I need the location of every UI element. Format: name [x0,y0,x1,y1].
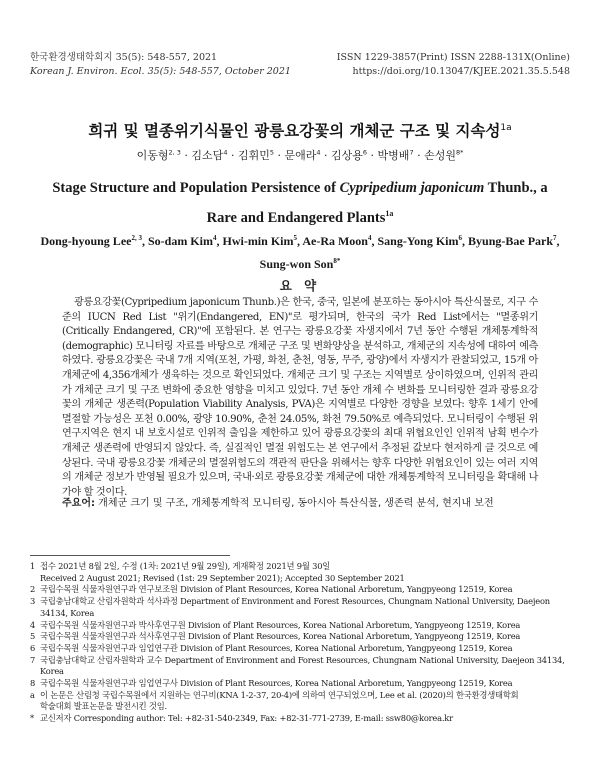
footnote-line: 학술대회 발표논문을 발전시킨 것임. [40,701,167,712]
author-english-name: Byung-Bae Park [468,234,554,248]
author-affiliation-mark: 4 [223,148,228,157]
author-english-name: Ae-Ra Moon [302,234,368,248]
title-korean [0,119,600,141]
author-english-name: Hwi-min Kim [222,234,294,248]
author-english-name: Sang-Yong Kim [377,234,459,248]
footnote [30,620,575,632]
footnote-mark: 3 [30,596,36,607]
author-english-name: Dong-hyoung Lee [40,234,132,248]
footnote [30,584,575,596]
author-affiliation-mark: 4 [212,234,217,242]
title-english [40,175,560,231]
keywords-label: 주요어: [62,498,95,509]
footnote-divider [30,555,230,556]
footnote-line: 34134, Korea [40,607,95,618]
author-english-name: Sung-won Son [259,257,334,271]
footnote-mark: 6 [30,642,36,653]
footnote-line: Korea [40,666,64,677]
author-affiliation-mark: 5 [269,148,274,157]
title-english-post: Thunb., a Rare and Endangered Plants [206,180,548,226]
journal-citation-en: Korean J. Environ. Ecol. 35(5): 548-557, October 2021 [30,66,291,77]
footnote-line: 국립수목원 식물자원연구과 연구보조원 Division of Plant Resources, Korea National Arboretum, Yangpyeong 12519, Korea [40,584,513,595]
author-affiliation-mark: 6 [458,234,463,242]
footnote [30,678,575,690]
footnote-line: 국립충남대학교 산림자원학과 석사과정 Department of Environment and Forest Resources, Chungnam National University, Daejeon [40,596,550,607]
author-affiliation-mark: 7 [553,234,557,242]
author-separator: , [371,234,378,248]
footnote-line: 국립수목원 식물자원연구과 임업연구관 Division of Plant Resources, Korea National Arboretum, Yangpyeong 12519, Korea [40,642,513,653]
footnote-line: 이 논문은 산림청 국립수목원에서 지원하는 연구비(KNA 1-2-37, 20-4)에 의하여 연구되었으며, Lee et al. (2020)의 한국환경생태학회 [40,689,519,700]
author-affiliation-mark: 6 [362,148,368,157]
footnote [30,655,575,678]
author-korean-name: 이동형 [136,149,169,162]
author-affiliation-mark: 5 [293,234,297,242]
footnote-mark: a [30,689,35,700]
author-korean-name: 김상용 [331,149,363,162]
author-separator: , [462,234,469,248]
author-separator: · [227,149,238,162]
footnote-text [40,631,575,643]
footnote [30,596,575,619]
title-english-species: Cypripedium japonicum [339,180,485,196]
author-affiliation-mark: 2, 3 [131,234,142,242]
authors-english [40,228,560,274]
footnote-line: 국립수목원 식물자원연구과 박사후연구원 Division of Plant Resources, Korea National Arboretum, Yangpyeong 12519, Korea [40,619,521,630]
title-english-pre: Stage Structure and Population Persistence of [52,180,340,196]
author-korean-name: 박병배 [377,149,410,162]
keywords [62,494,538,509]
footnote-mark: 8 [30,678,36,689]
footnote-line: 국립수목원 식물자원연구과 석사후연구원 Division of Plant Resources, Korea National Arboretum, Yangpyeong 12519, Korea [40,631,521,642]
footnote-text [40,643,575,655]
author-english-name: So-dam Kim [147,234,213,248]
author-korean-name: 문애라 [284,149,317,162]
footnote-mark: 4 [30,619,36,630]
footnote [30,561,575,584]
title-english-footnote-mark: 1a [385,209,394,218]
doi-link[interactable]: https://doi.org/10.13047/KJEE.2021.35.5.548 [352,66,570,77]
footnote-line: Received 2 August 2021; Revised (1st: 29 September 2021); Accepted 30 September 2021 [40,572,405,583]
author-affiliation-mark: 4 [367,234,372,242]
footnote [30,643,575,655]
author-affiliation-mark: 8* [333,257,341,265]
author-affiliation-mark: 7 [409,148,414,157]
author-separator: · [273,149,285,162]
title-korean-footnote-mark: 1a [500,122,512,133]
abstract-heading: 요 약 [279,278,321,293]
keywords-text: 개체군 크기 및 구조, 개체통계학적 모니터링, 동아시아 특산식물, 생존력 분석, 현지내 보전 [98,498,494,509]
footnote-text [40,596,575,619]
footnote-line: 접수 2021년 8월 2일, 수정 (1차: 2021년 9월 29일), 게재확정 2021년 9월 30일 [40,561,331,571]
footnote-text [40,655,575,678]
footnote-line: 국립수목원 식물자원연구과 임업연구사 Division of Plant Resources, Korea National Arboretum, Yangpyeong 12519, Korea [40,678,513,689]
footnote-text [40,584,575,596]
author-separator: , [296,234,303,248]
footnote-mark: 2 [30,584,36,595]
footnote-text [40,713,575,725]
author-separator: · [180,149,192,162]
author-korean-name: 김휘민 [237,149,270,162]
author-separator: , [556,234,560,248]
issn: ISSN 1229-3857(Print) ISSN 2288-131X(Online) [336,52,570,63]
footnotes [30,561,575,725]
journal-citation-ko: 한국환경생태학회지 35(5): 548-557, 2021 [30,52,218,63]
author-affiliation-mark: 2, 3 [168,148,181,157]
footnote [30,690,575,713]
footnote-mark: * [30,713,34,724]
author-affiliation-mark: 8* [455,148,464,157]
author-separator: , [216,234,223,248]
author-separator: , [141,234,148,248]
author-separator: · [413,149,425,162]
authors-korean [0,147,600,163]
author-korean-name: 김소담 [191,149,224,162]
abstract-body: 광릉요강꽃(Cypripedium japonicum Thunb.)은 한국, 중국, 일본에 분포하는 동아시아 특산식물로, 지구 수준의 IUCN Red List "위기(Endangered, EN)"로 평가되며, 한국의 국가 Red List에서는 "멸종위기(Critically Endangered, CR)"에 포함된다. 본 연구는 광릉요강꽃 자생지에서 7년 동안 수행된 개체통계학적(demographic) 모니터링 자료를 바탕으로 개체군 구조 및 변화양상을 분석하고, 개체군의 지속성에 대하여 예측하였다. 광릉요강꽃은 국내 7개 지역(포천, 가평, 화천, 춘천, 영동, 무주, 광양)에서 자생지가 관찰되었고, 15개 아개체군에 4,356개체가 생육하는 것으로 확인되었다. 개체군 크기 및 구조는 지역별로 상이하였으며, 인위적 관리가 개체군 크기 및 구조 변화에 중요한 영향을 미치고 있었다. 7년 동안 개체 수 변화를 모니터링한 결과 광릉요강꽃의 개체군 생존력(Population Viability Analysis, PVA)은 지역별로 다양한 경향을 보였다: 향후 1세기 안에 멸절할 가능성은 포천 0.00%, 광양 10.90%, 춘천 24.05%, 화천 79.50%로 예측되었다. 모니터링이 수행된 위 연구지역은 현지 내 보호시설로 인위적 출입을 제한하고 있어 광릉요강꽃의 최대 위협요인인 인위적 남획 변수가 개체군 생존력에 반영되지 않았다. 즉, 실질적인 멸절 위험도는 본 연구에서 추정된 값보다 현저하게 클 것으로 예상된다. 국내 광릉요강꽃 개체군의 멸절위험도의 객관적 판단을 위해서는 향후 다양한 위협요인이 있는 여러 지역의 개체군 정보가 반영될 필요가 있으며, 국내·외로 광릉요강꽃 개체군에 대한 개체통계학적 모니터링을 확대해 나가야 할 것이다. [62,297,538,498]
author-korean-name: 손성원 [424,149,456,162]
journal-identifiers [337,51,570,79]
footnote-text [40,620,575,632]
footnote [30,631,575,643]
author-separator: · [320,149,332,162]
footnote-line: 국립충남대학교 산림자원학과 교수 Department of Environment and Forest Resources, Chungnam National University, Daejeon 34134, [40,654,565,665]
footnote-mark: 1 [30,561,36,571]
footnote-mark: 7 [30,654,36,665]
footnote-line: 교신저자 Corresponding author: Tel: +82-31-540-2349, Fax: +82-31-771-2739, E-mail: ssw80@korea.kr [40,713,453,724]
journal-citation [30,51,291,79]
footnote-text [40,690,575,713]
footnote [30,713,575,725]
title-korean-text: 희귀 및 멸종위기식물인 광릉요강꽃의 개체군 구조 및 지속성 [88,122,501,140]
author-affiliation-mark: 4 [316,148,321,157]
footnote-text [40,561,575,584]
footnote-text [40,678,575,690]
author-separator: · [367,149,378,162]
footnote-mark: 5 [30,631,36,642]
